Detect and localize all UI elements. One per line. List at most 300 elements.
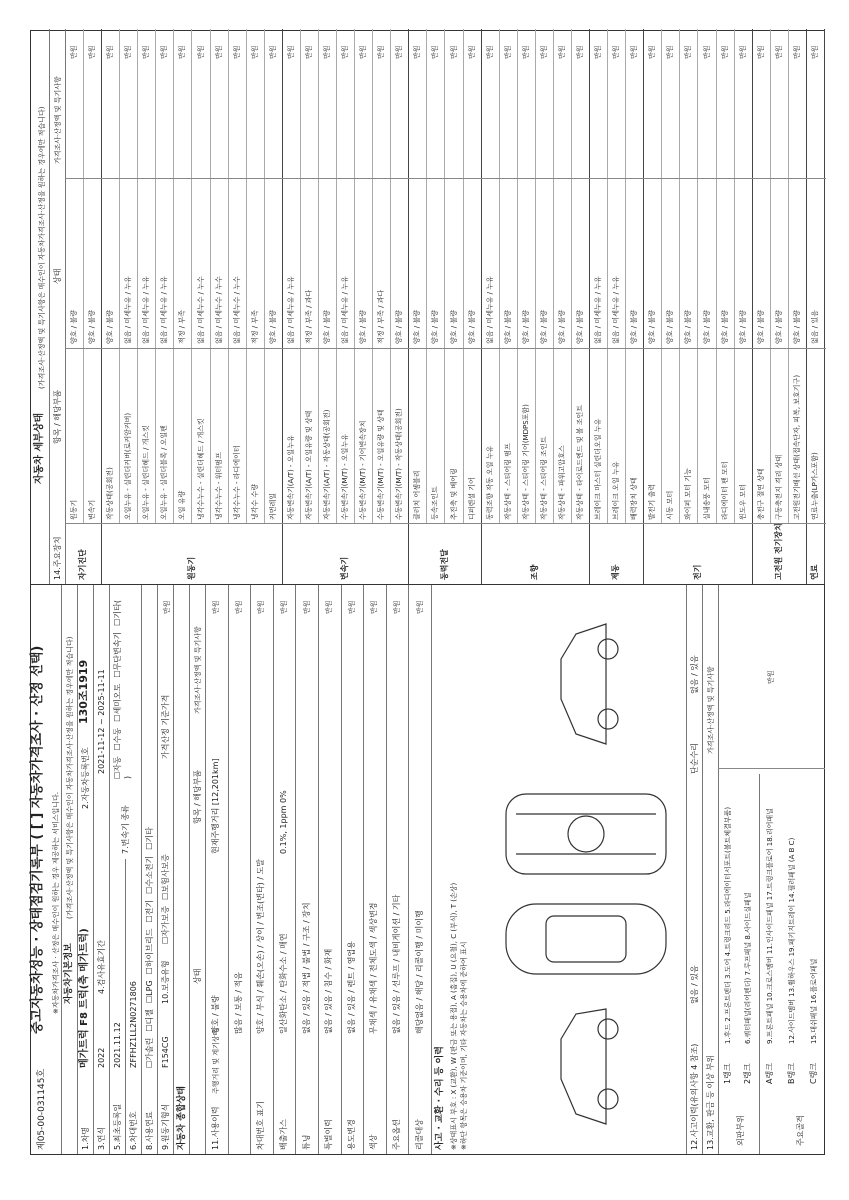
fuel-option [145,1009,154,1032]
fuel-option-label: 수소전기 [145,855,154,887]
detail-group-name: 동력전달 [439,549,449,580]
left-half [31,584,824,1154]
fuel-option [145,856,154,894]
detail-item-unit: 만원 [268,45,277,59]
fuel-option-label: 기타 [145,827,154,843]
detail-item-name: 브레이크 오일 누유 [612,461,621,520]
detail-item-name: 윈도우 모터 [738,483,747,520]
trans-option-label: 세미오토 [113,683,122,715]
detail-item-name: 수동변속기(M/T) - 기어변속장치 [359,420,368,520]
detail-row [661,29,680,524]
detail-item-state: 양호 / 불량 [268,310,277,344]
detail-item-name: 오일 유량 [178,490,187,520]
detail-item-unit: 만원 [774,45,783,59]
trans-option [113,684,122,722]
detail-item-unit: 만원 [720,45,729,59]
trans-option-label: 기타( ) [113,600,132,779]
detail-group-name: 연료 [809,564,819,580]
trans-label: 7.변속기 종류 [121,805,130,854]
overall-row-label: 주요옵션 [392,1119,402,1150]
overall-row-state: 없음 / 있음 / 선루프 / 내비게이션 / 기타 [392,894,402,1034]
detail-item-name: 수동변속기(M/T) - 오일유량 및 상태 [377,409,386,520]
detail-item-name: 냉각수누수 - 라디에이터 [232,445,241,520]
overall-row-label: 특별이력 [324,1119,334,1150]
detail-item-name: 실내송풍 모터 [702,477,711,520]
detail-row [589,29,608,524]
trans-checkbox-icon: ☐ [113,771,122,779]
fuel-option-label: LPG [145,980,154,996]
detail-item-state: 적정 / 부족 / 과다 [304,289,313,344]
detail-item-unit: 만원 [214,45,223,59]
detail-head-no: 14.주요장치 [53,536,62,580]
fuel-checkbox-icon: ☐ [145,967,154,975]
trans-checkbox-icon: ☐ [113,743,122,751]
detail-item-state: 양호 / 불량 [756,310,765,344]
detail-item-unit: 만원 [70,45,79,59]
year-value: 2022 [97,1047,106,1068]
detail-item-state: 양호 / 불량 [576,310,585,344]
basic-section-title: 자동차기본정보 [64,943,74,1004]
overall-row-label: 배출가스 [279,1119,289,1150]
fuel-checkbox-icon: ☐ [145,1060,154,1068]
detail-item-unit: 만원 [467,45,476,59]
detail-item-name: 브레이크 마스터 실린더오일 누유 [594,418,603,520]
detail-item-state: 없음 / 있음 [810,310,819,344]
detail-item-unit: 만원 [323,45,332,59]
rankA-items: 9.프론트패널 10.크로스멤버 11.인사이드패널 17.트렁크플로어 18.리어패널 [766,808,774,1044]
fuel-option-label: 디젤 [145,1009,154,1025]
detail-section-note: (가격조사·산정액 및 특기사항은 매수인이 자동차가격조사·산정을 원하는 경우에만 적습니다) [38,106,46,389]
detail-row [192,29,211,524]
detail-row [354,29,373,524]
overall-row [363,585,387,1154]
overall-row-state: 해당없음 / 해당 / 리콜이행 / 미이행 [414,910,424,1034]
detail-item-unit: 만원 [124,45,133,59]
detail-group-name: 전기 [692,564,702,580]
detail-item-name: 수동변속기(M/T) - 작동상태(공회전) [395,408,404,520]
engine-label: 9.원동기형식 [161,1103,170,1150]
detail-head-price: 가격조사·산정액 및 특기사항 [54,76,62,164]
detail-item-unit: 만원 [413,45,422,59]
detail-item-state: 양호 / 불량 [323,310,332,344]
detail-item-name: 오일누유 - 실린더블록 / 오일팬 [160,425,169,520]
detail-item-name: 동력조향 작동 오일 누유 [485,445,494,520]
detail-head-item: 항목 / 해당부품 [53,389,62,444]
trans-option [113,756,122,779]
overall-col-item: 항목 / 해당부품 [193,769,202,824]
detail-item-unit: 만원 [142,45,151,59]
accident-price-head: 가격조사·산정액 및 특기사항 [707,666,715,754]
car-diagram [476,604,686,1134]
overall-row-detail: 0.1%, 1ppm 0% [279,790,289,854]
fuel-option-label: 하이브리드 [145,928,154,968]
detail-item-state: 양호 / 불량 [106,310,115,344]
detail-item-state: 양호 / 불량 [70,310,79,344]
rankC-label: C랭크 [809,1062,818,1084]
detail-row [734,29,753,524]
detail-item-name: 작동상태 - 타이로드엔드 및 볼 조인트 [576,404,585,520]
detail-item-state: 없음 / 미세누유 / 누유 [594,276,603,344]
overall-row-label: 색상 [369,1134,379,1150]
detail-row [336,29,355,524]
fuel-option-label: 전기 [145,899,154,916]
rank2-items: 6.쿼터패널(리어펜더) 7.루프패널 8.사이드실패널 [744,892,752,1044]
detail-row [372,29,391,524]
detail-item-name: 변속기 [88,499,97,520]
fuel-option-label: 가솔린 [145,1037,154,1061]
rankA-label: A랭크 [765,1063,774,1084]
vin-label: 6.차대번호 [129,1111,138,1150]
detail-item-name: 자동변속기(A/T) - 작동상태(공회전) [323,409,332,520]
overall-row [228,585,252,1154]
detail-item-name: 작동상태(공회전) [106,467,115,520]
detail-item-state: 양호 / 불량 [738,310,747,344]
fuel-checkbox-icon: ☐ [145,995,154,1003]
fuel-option [145,1038,154,1068]
detail-item-state: 양호 / 불량 [413,310,422,344]
detail-item-state: 적정 / 부족 [250,310,259,344]
warranty-options [161,848,171,944]
warranty-option-label: 보험사보증 [161,854,170,893]
detail-item-name: 연료누출(LP가스포함) [810,452,819,520]
trans-options [113,589,133,779]
detail-item-unit: 만원 [341,45,350,59]
trans-checkbox-icon: ☐ [113,670,122,678]
detail-item-name: 작동상태 - 스티어링 펌프 [503,443,512,520]
detail-row [481,29,500,524]
detail-row [535,29,554,524]
warranty-label: 10.보증유형 [161,960,170,1004]
detail-item-state: 적정 / 부족 [178,310,187,344]
trans-checkbox-icon: ☐ [113,618,122,626]
rankB-label: B랭크 [787,1063,796,1084]
detail-item-state: 없음 / 미세누유 / 누유 [160,276,169,344]
trans-option-label: 무단변속기 [113,631,122,671]
fuel-option [145,929,154,975]
detail-item-unit: 만원 [612,45,621,59]
overall-row-state: 없음 / 있음 / 침수 / 화재 [324,948,334,1034]
detail-item-name: 작동상태 - 파워고압호스 [557,445,566,520]
accident-note-2: ※하단 항목은 승용차 기준이며, 기타 자동차는 승용차에 준하여 표시 [460,941,468,1150]
vin-value: ZFFHZ1LL2N0271806 [129,981,138,1068]
detail-item-name: 구동축전지 격리 상태 [774,454,783,520]
detail-item-state: 양호 / 불량 [648,310,657,344]
q12-label: 12.사고이력(유의사항 4 참조) [690,1043,699,1150]
detail-row [318,29,337,524]
detail-item-state: 없음 / 미세누수 / 누수 [232,276,241,344]
document-frame [30,30,825,1155]
overall-row-unit: 만원 [302,600,311,614]
detail-row [698,29,717,524]
detail-row [137,29,156,524]
detail-item-state: 양호 / 불량 [539,310,548,344]
overall-row-state: 없음 / 있음 / 렌트 / 영업용 [346,941,356,1034]
detail-item-unit: 만원 [648,45,657,59]
detail-item-unit: 만원 [521,45,530,59]
overall-row-unit: 만원 [347,600,356,614]
accident-note-1: ※상태표시 부호 : X (교환), W (판금 또는 용접), A (흠집), U (요철), C (부식), T (손상) [450,882,458,1150]
detail-group-name: 제동 [611,564,621,580]
detail-item-state: 양호 / 불량 [521,310,530,344]
detail-item-unit: 만원 [594,45,603,59]
rank2-label: 2랭크 [743,1063,752,1084]
trans-option-label: 수동 [113,727,122,744]
accident-section-title: 사고 · 교환 · 수리 등 이력 [435,1046,445,1150]
detail-item-unit: 만원 [792,45,801,59]
trans-option-label: 자동 [113,756,122,772]
detail-item-name: 냉각수누수 - 실린더헤드 / 개스킷 [196,418,205,520]
trans-checkbox-icon: ☐ [113,714,122,722]
trans-option [113,632,122,678]
detail-row [246,29,265,524]
detail-item-state: 없음 / 미세누수 / 누수 [196,276,205,344]
detail-item-name: 발전기 출력 [648,483,657,520]
detail-row [788,29,807,524]
detail-item-unit: 만원 [232,45,241,59]
detail-item-state: 양호 / 불량 [666,310,675,344]
detail-item-unit: 만원 [702,45,711,59]
rankB-items: 12.사이드멤버 13.휠하우스 19.패키지트레이 14.필러패널 (A B C) [788,837,796,1044]
detail-item-state: 없음 / 미세누유 / 누유 [142,276,151,344]
fuel-checkbox-icon: ☐ [145,842,154,850]
warranty-option [161,854,170,900]
page-title: 중고자동차성능 · 상태점검기록부 ( [ ] 자동차가격조사 · 산정 선택) [30,645,45,1034]
detail-row [264,29,283,524]
detail-item-name: 고전원전기배선 상태(접속단자, 피복, 보호기구) [792,374,801,520]
detail-item-name: 디퍼렌셜 기어 [467,477,476,520]
fuel-checkbox-icon: ☐ [145,915,154,923]
detail-row [282,29,301,524]
detail-row [571,29,590,524]
detail-item-state: 양호 / 불량 [720,310,729,344]
detail-item-unit: 만원 [557,45,566,59]
detail-item-name: 충전구 절연 상태 [756,468,765,520]
detail-item-state: 없음 / 미세누유 / 누유 [124,276,133,344]
reg-no-label: 2.자동차등록번호 [81,747,90,809]
detail-item-unit: 만원 [810,45,819,59]
detail-row [716,29,735,524]
overall-row [341,585,365,1154]
detail-item-state: 양호 / 불량 [630,310,639,344]
fuel-option [145,827,154,850]
detail-item-state: 없음 / 미세누유 / 누유 [341,276,350,344]
detail-item-state: 양호 / 불량 [395,310,404,344]
overall-row-unit: 만원 [325,600,334,614]
detail-item-name: 자동변속기(A/T) - 오일유량 및 상태 [304,410,313,520]
q13-label: 13.교환, 판금 등 이상 부위 [706,1055,715,1150]
right-half [31,29,824,584]
overall-row-unit: 만원 [393,600,402,614]
detail-item-name: 작동상태 - 스티어링 조인트 [539,436,548,520]
accident-price-unit: 만원 [767,670,775,684]
overall-row-state: 일산화탄소 / 탄화수소 / 매연 [279,933,289,1034]
detail-section-title: 자동차 세부상태 [34,412,45,484]
detail-row [625,29,644,524]
detail-item-unit: 만원 [576,45,585,59]
detail-item-unit: 만원 [449,45,458,59]
detail-row [155,29,174,524]
detail-group-divider [824,29,825,584]
overall-row [295,585,319,1154]
detail-item-unit: 만원 [539,45,548,59]
detail-item-state: 양호 / 불량 [557,310,566,344]
detail-item-name: 클러치 어셈블리 [413,470,422,520]
fuel-option [145,900,154,923]
detail-row [83,29,102,524]
detail-group-name: 조향 [529,564,539,580]
detail-row [65,29,84,524]
detail-head-state: 상태 [53,268,62,284]
detail-item-name: 수동변속기(M/T) - 오일누유 [341,434,350,520]
detail-item-name: 추진축 및 베어링 [449,468,458,520]
detail-item-name: 커먼레일 [268,492,277,520]
detail-item-unit: 만원 [630,45,639,59]
rank1-items: 1.후드 2.프론트펜더 3.도어 4.트렁크리드 5.라디에이터서포트(볼트체결부품) [724,806,732,1044]
overall-row-detail: 현재주행거리 [12,201km] [211,758,221,854]
overall-row-state: 무채색 / 유채색 / 전체도색 / 색상변경 [369,902,379,1034]
overall-row-unit: 만원 [415,600,424,614]
detail-row [499,29,518,524]
fuel-option [145,980,154,1003]
detail-row [173,29,192,524]
overall-row-unit: 만원 [234,600,243,614]
title-notice: ※자동차가격조사 · 산정은 매수인이 원하는 경우 제공하는 서비스입니다. [52,792,60,1014]
overall-row-label: 11.사용이력 [211,1106,221,1150]
detail-row [553,29,572,524]
overall-col-price: 가격조사·산정액 및 특기사항 [194,626,202,714]
car-name-label: 1.차명 [81,1126,90,1150]
detail-group-name: 변속기 [340,556,350,580]
detail-item-name: 냉각수누수 - 워터펌프 [214,452,223,520]
overall-row [273,585,297,1154]
detail-item-name: 라디에이터 팬 모터 [720,461,729,520]
detail-item-unit: 만원 [485,45,494,59]
detail-row [607,29,626,524]
detail-row [752,29,771,524]
detail-item-unit: 만원 [106,45,115,59]
q12-answer: 없음 / 있음 [690,965,699,1004]
warranty-checkbox-icon: ☐ [161,936,170,944]
frame-label: 주요골격 [796,1115,805,1146]
detail-item-state: 양호 / 불량 [467,310,476,344]
detail-row [517,29,536,524]
detail-row [463,29,482,524]
overall-row-label: 차대번호 표기 [256,1101,266,1150]
detail-row [210,29,229,524]
detail-item-name: 와이퍼 모터 기능 [684,468,693,520]
overall-row-unit: 만원 [280,600,289,614]
q12b-label: 단순수리 [690,743,699,774]
overall-row-unit: 만원 [257,600,266,614]
overall-row [386,585,410,1154]
detail-row [300,29,319,524]
fuel-checkbox-icon: ☐ [145,1024,154,1032]
detail-item-name: 자동변속기(A/T) - 오일누유 [286,435,295,520]
detail-item-name: 원동기 [70,499,79,520]
detail-item-unit: 만원 [431,45,440,59]
overall-row-sub: 주행거리 및 계기상태 [212,1028,221,1094]
detail-row [770,29,789,524]
detail-item-unit: 만원 [178,45,187,59]
detail-group-name: 고전원 전기장치 [773,523,783,580]
fuel-label: 8.사용연료 [145,1111,154,1150]
fuel-options [145,821,155,1068]
detail-row [445,29,464,524]
detail-item-state: 없음 / 미세누유 / 누유 [485,276,494,344]
detail-item-unit: 만원 [304,45,313,59]
detail-item-name: 배력장치 상태 [630,477,639,520]
overall-row-unit: 만원 [370,600,379,614]
detail-group-name: 자기진단 [78,549,88,580]
detail-item-name: 오일누유 - 실린더커버(로커암커버) [124,412,133,520]
warranty-option-label: 자가보증 [161,905,170,937]
detail-item-unit: 만원 [160,45,169,59]
detail-item-name: 시동 모터 [666,490,675,520]
detail-item-state: 없음 / 미세누수 / 누수 [214,276,223,344]
detail-row [119,29,138,524]
detail-row [679,29,698,524]
overall-row [205,585,229,1154]
detail-item-name: 작동상태 - 스티어링 기어(MDPS포함) [521,404,530,520]
overall-row-unit: 만원 [212,600,221,614]
doc-number: 제05-00-031145호 [37,1068,47,1150]
overall-row-label: 용도변경 [346,1119,356,1150]
overall-section-title: 자동차 종합상태 [177,1086,187,1150]
detail-item-unit: 만원 [684,45,693,59]
basic-section-note: (가격조사·산정액 및 특기사항은 매수인이 자동차가격조사·산정을 원하는 경우에만 적습니다) [66,636,74,919]
overall-row-label: 튜닝 [301,1134,311,1150]
detail-item-state: 양호 / 불량 [774,310,783,344]
detail-item-state: 없음 / 미세누유 / 누유 [612,276,621,344]
year-label: 3.연식 [97,1126,106,1150]
overall-row [318,585,342,1154]
detail-item-state: 양호 / 불량 [88,310,97,344]
fuel-checkbox-icon: ☐ [145,886,154,894]
overall-row-state: 양호 / 불량 [211,995,221,1034]
detail-group-name: 원동기 [186,556,196,580]
reg-no-value: 130조1919 [77,659,90,724]
detail-item-state: 없음 / 미세누유 / 누유 [286,276,295,344]
detail-item-unit: 만원 [250,45,259,59]
detail-item-unit: 만원 [196,45,205,59]
warranty-checkbox-icon: ☐ [161,892,170,900]
overall-row-state: 많음 / 보통 / 적음 [233,972,243,1034]
detail-item-unit: 만원 [756,45,765,59]
first-reg-value: 2021.11.12 [113,1022,122,1068]
detail-item-unit: 만원 [286,45,295,59]
detail-row [643,29,662,524]
overall-row-label: 리콜대상 [414,1119,424,1150]
period-value: 2021-11-12 ~ 2025-11-11 [97,669,106,774]
outer-label: 외판부위 [736,1115,745,1146]
rank1-label: 1랭크 [723,1063,732,1084]
trans-option [113,728,122,751]
detail-row [228,29,247,524]
overall-row [408,585,432,1154]
price-basis-label: 가격산정 기준가격 [161,694,170,759]
detail-item-unit: 만원 [503,45,512,59]
q12b-answer: 없음 / 있음 [690,655,699,694]
detail-row [426,29,445,524]
detail-row [101,29,120,524]
rankC-items: 15.대쉬패널 16.플로어패널 [810,958,818,1044]
engine-value: F154CG [161,1036,170,1068]
detail-item-unit: 만원 [395,45,404,59]
detail-item-state: 적정 / 부족 / 과다 [377,289,386,344]
first-reg-label: 5.최초등록일 [113,1103,122,1150]
detail-row [806,29,825,524]
detail-item-state: 양호 / 불량 [359,310,368,344]
